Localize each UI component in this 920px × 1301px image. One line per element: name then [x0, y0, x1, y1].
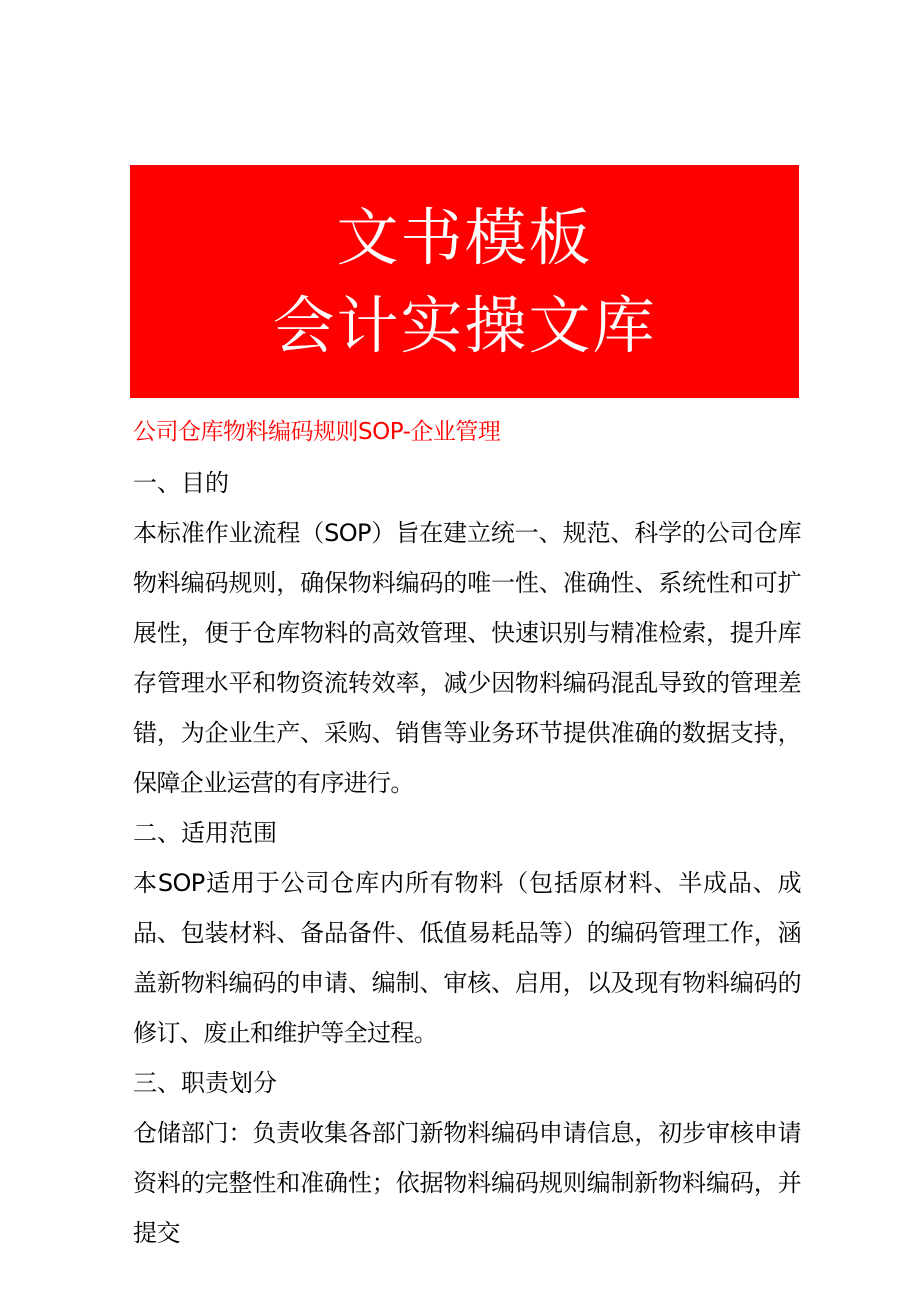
section-heading-purpose: 一、目的 [133, 469, 229, 497]
document-body [133, 408, 801, 1258]
banner-title-line-1: 文书模板 [336, 200, 593, 274]
banner-title-line-2: 会计实操文库 [272, 288, 657, 362]
document-title: 公司仓库物料编码规则SOP-企业管理 [133, 419, 501, 445]
header-banner [130, 165, 799, 398]
section-body-scope: 本SOP适用于公司仓库内所有物料（包括原材料、半成品、成品、包装材料、备品备件、低值易耗品等）的编码管理工作，涵盖新物料编码的申请、编制、审核、启用，以及现有物料编码的修订、废止和维护等全过程。 [133, 869, 801, 1047]
section-body-purpose: 本标准作业流程（SOP）旨在建立统一、规范、科学的公司仓库物料编码规则，确保物料编码的唯一性、准确性、系统性和可扩展性，便于仓库物料的高效管理、快速识别与精准检索，提升库存管理水平和物资流转效率，减少因物料编码混乱导致的管理差错，为企业生产、采购、销售等业务环节提供准确的数据支持，保障企业运营的有序进行。 [133, 519, 801, 797]
section-body-responsibilities: 仓储部门：负责收集各部门新物料编码申请信息，初步审核申请资料的完整性和准确性；依据物料编码规则编制新物料编码，并提交 [133, 1119, 801, 1247]
section-heading-scope: 二、适用范围 [133, 819, 277, 847]
section-heading-responsibilities: 三、职责划分 [133, 1069, 277, 1097]
